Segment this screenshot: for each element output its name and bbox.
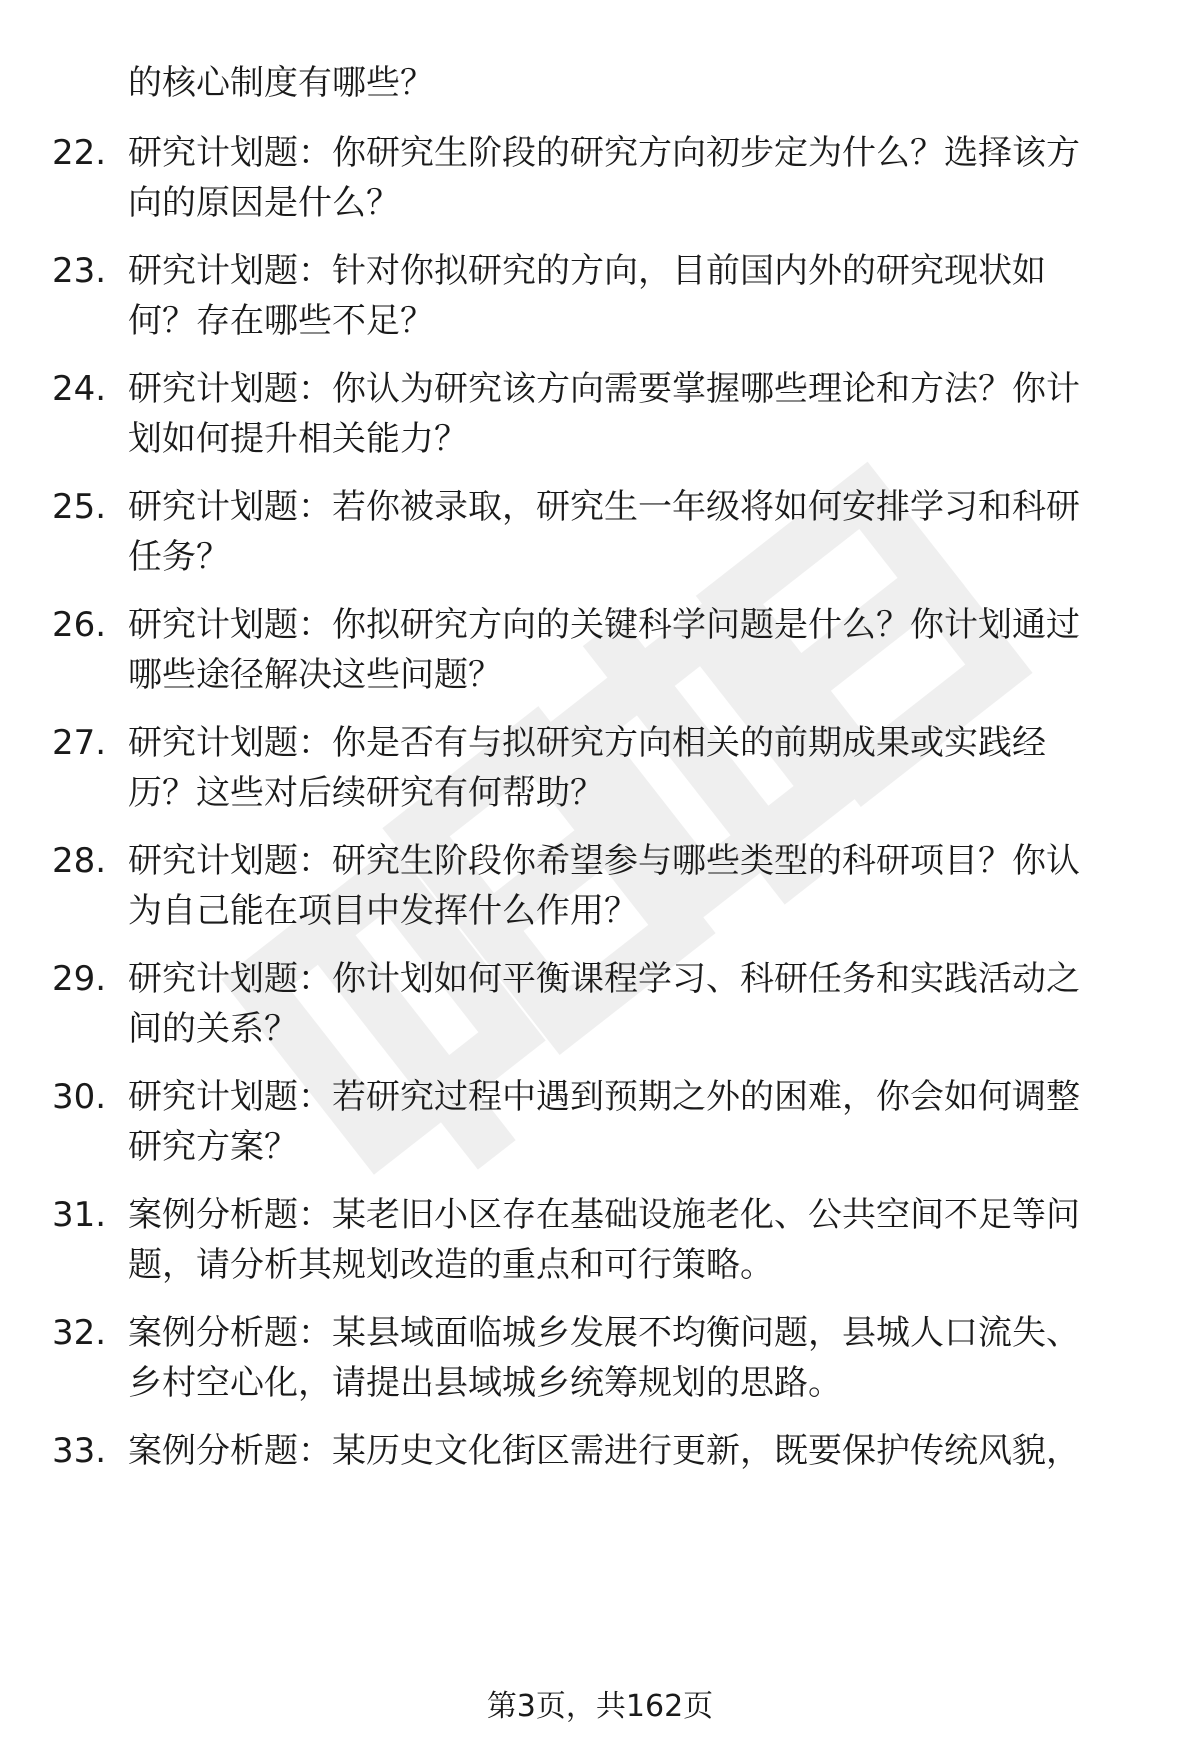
question-text-line2: 间的关系？ [128,1009,298,1049]
question-number: 27. [52,723,107,763]
question-number: 24. [52,369,107,409]
question-text-line2: 任务？ [128,537,230,577]
question-number: 30. [52,1077,107,1117]
question-text-line1: 研究计划题：若研究过程中遇到预期之外的困难，你会如何调整 [128,1077,1080,1117]
question-number: 32. [52,1313,107,1353]
question-text-line1: 研究计划题：你计划如何平衡课程学习、科研任务和实践活动之 [128,959,1080,999]
question-text-line1: 研究计划题：研究生阶段你希望参与哪些类型的科研项目？你认 [128,841,1080,881]
question-text-line1: 案例分析题：某老旧小区存在基础设施老化、公共空间不足等问 [128,1195,1080,1235]
question-text-line2: 乡村空心化，请提出县域城乡统筹规划的思路。 [128,1363,842,1403]
question-text-line2: 向的原因是什么？ [128,183,400,223]
question-text-line2: 划如何提升相关能力？ [128,419,468,459]
question-text-line1: 案例分析题：某县域面临城乡发展不均衡问题，县城人口流失、 [128,1313,1080,1353]
continuation-line: 的核心制度有哪些？ [128,63,434,103]
question-text-line2: 为自己能在项目中发挥什么作用？ [128,891,638,931]
question-number: 23. [52,251,107,291]
question-text-line1: 研究计划题：你是否有与拟研究方向相关的前期成果或实践经 [128,723,1046,763]
question-text-line2: 哪些途径解决这些问题？ [128,655,502,695]
question-number: 31. [52,1195,107,1235]
question-text-line1: 研究计划题：你拟研究方向的关键科学问题是什么？你计划通过 [128,605,1080,645]
page-footer: 第3页，共162页 [486,1689,714,1724]
question-number: 33. [52,1431,107,1471]
question-number: 22. [52,133,107,173]
question-text-line1: 研究计划题：若你被录取，研究生一年级将如何安排学习和科研 [128,487,1080,527]
question-text-line2: 何？存在哪些不足？ [128,301,434,341]
question-text-line1: 研究计划题：针对你拟研究的方向，目前国内外的研究现状如 [128,251,1046,291]
question-number: 26. [52,605,107,645]
question-text-line2: 题，请分析其规划改造的重点和可行策略。 [128,1245,774,1285]
question-number: 28. [52,841,107,881]
question-text-line1: 研究计划题：你研究生阶段的研究方向初步定为什么？选择该方 [128,133,1080,173]
question-number: 29. [52,959,107,999]
question-text-line1: 案例分析题：某历史文化街区需进行更新，既要保护传统风貌， [128,1431,1080,1471]
question-text-line2: 历？这些对后续研究有何帮助？ [128,773,604,813]
question-number: 25. [52,487,107,527]
question-text-line2: 研究方案？ [128,1127,298,1167]
question-text-line1: 研究计划题：你认为研究该方向需要掌握哪些理论和方法？你计 [128,369,1080,409]
